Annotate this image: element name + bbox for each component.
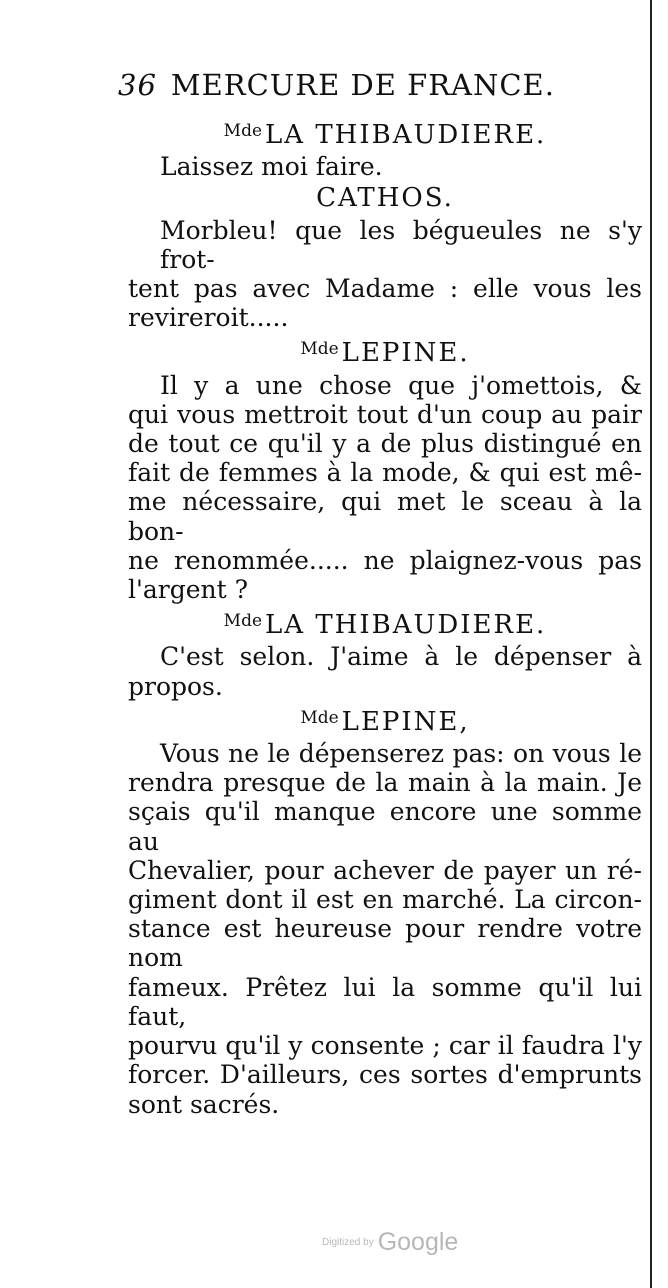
speaker-title: Mde [300, 339, 339, 360]
text-line: qui vous mettroit tout d'un coup au pair [128, 399, 642, 429]
text-line: Morbleu! que les bégueules ne s'y frot- [160, 215, 642, 274]
dialogue-paragraph [128, 739, 642, 1119]
text-line: rendra presque de la main à la main. Je [128, 768, 642, 798]
text-line: fameux. Prêtez lui la somme qu'il lui faut, [128, 972, 642, 1031]
speaker-heading [128, 607, 642, 640]
text-line: pourvu qu'il y consente ; car il faudra l'y [128, 1031, 642, 1061]
text-line: ne renommée..... ne plaignez-vous pas [128, 545, 642, 575]
speaker-name: LEPINE. [341, 338, 470, 369]
digitized-watermark [322, 1228, 458, 1257]
text-line: fait de femmes à la mode, & qui est mê- [128, 458, 642, 488]
speaker-title: Mde [223, 611, 263, 632]
dialogue-paragraph [128, 152, 642, 181]
speaker-heading [128, 335, 642, 368]
google-logo: Google [377, 1228, 459, 1256]
text-line: stance est heureuse pour rendre votre nom [128, 914, 642, 973]
speaker-title: Mde [223, 121, 263, 141]
text-line: revireroit..... [128, 303, 289, 333]
text-line: Vous ne le dépenserez pas: on vous le [160, 739, 642, 769]
text-line: Il y a une chose que j'omettois, & [160, 370, 642, 400]
text-line: tent pas avec Madame : elle vous les [128, 274, 642, 304]
speaker-name: LA THIBAUDIERE. [265, 610, 547, 641]
running-title: MERCURE DE FRANCE. [170, 68, 555, 102]
text-line: me nécessaire, qui met le sceau à la bon- [128, 487, 642, 546]
dialogue-text [128, 114, 642, 1119]
running-header [118, 68, 608, 102]
text-line: Laissez moi faire. [160, 152, 383, 182]
dialogue-paragraph [128, 642, 642, 700]
text-line: sont sacrés. [128, 1089, 280, 1119]
speaker-name: LEPINE, [341, 706, 470, 737]
speaker-name: CATHOS. [316, 183, 454, 214]
speaker-heading [128, 704, 642, 737]
adjacent-page-edge [650, 0, 668, 1288]
speaker-name: LA THIBAUDIERE. [265, 120, 547, 150]
text-line: l'argent ? [128, 575, 249, 605]
speaker-title: Mde [300, 707, 339, 728]
text-line: Chevalier, pour achever de payer un ré- [128, 855, 642, 885]
text-line: C'est selon. J'aime à le dépenser à [160, 642, 642, 672]
text-line: propos. [128, 671, 223, 701]
text-line: giment dont il est en marché. La circon- [128, 885, 642, 915]
dialogue-paragraph [128, 216, 642, 333]
text-line: forcer. D'ailleurs, ces sortes d'emprunts [128, 1060, 642, 1090]
text-line: de tout ce qu'il y a de plus distingué en [128, 429, 642, 459]
dialogue-paragraph [128, 371, 642, 605]
text-line: sçais qu'il manque encore une somme au [128, 797, 642, 856]
digitized-by-label: Digitized by [322, 1237, 374, 1248]
page-number: 36 [118, 68, 157, 102]
speaker-heading [128, 184, 642, 213]
speaker-heading [128, 117, 642, 150]
